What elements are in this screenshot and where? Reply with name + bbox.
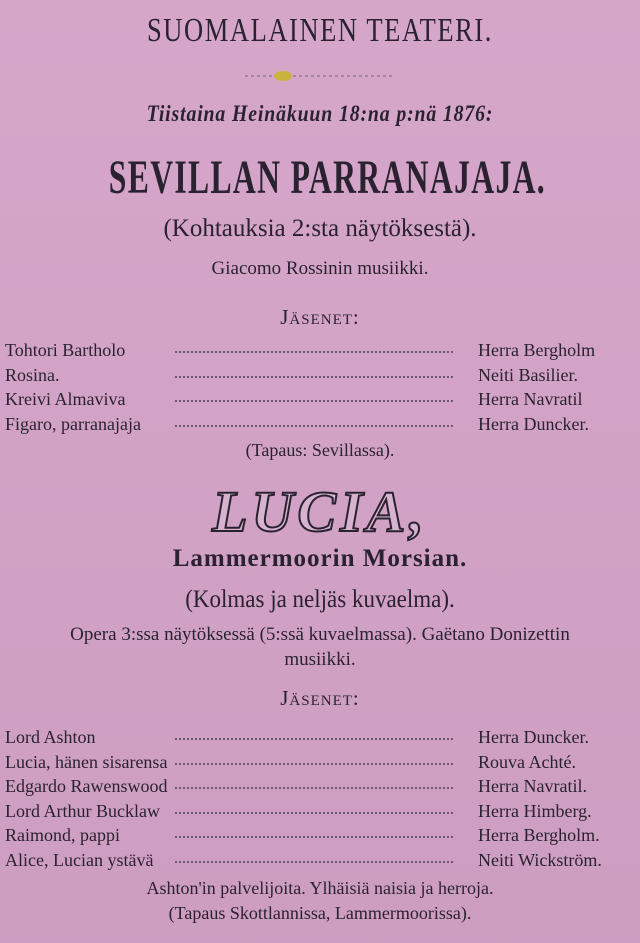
play2-description: (Kolmas ja neljäs kuvaelma). xyxy=(185,586,455,613)
cast-row xyxy=(5,412,633,437)
cast-row xyxy=(5,387,633,412)
cast-actor: Herra Navratil xyxy=(478,389,583,409)
cast-role: Lucia, hänen sisarensa xyxy=(5,751,168,772)
cast-row xyxy=(5,363,633,388)
cast-row xyxy=(5,338,633,363)
cast-row xyxy=(5,725,633,750)
play1-members-heading: Jäsenet: xyxy=(280,305,360,329)
cast-row xyxy=(5,799,633,824)
cast-actor: Herra Bergholm. xyxy=(478,825,600,845)
play1-title: SEVILLAN PARRANAJAJA. xyxy=(108,151,547,204)
cast-row xyxy=(5,823,633,848)
play1-music: Giacomo Rossinin musiikki. xyxy=(211,258,429,279)
cast-role: Raimond, pappi xyxy=(5,825,120,845)
play2-cast-list xyxy=(5,725,633,872)
cast-actor: Rouva Achté. xyxy=(478,751,576,772)
play1-subtitle: (Kohtauksia 2:sta näytöksestä). xyxy=(163,215,477,242)
cast-role: Lord Ashton xyxy=(5,727,96,747)
leader-dots xyxy=(175,347,453,353)
theatre-name: SUOMALAINEN TEATERI. xyxy=(146,12,493,49)
leader-dots xyxy=(175,808,453,814)
leader-dots xyxy=(175,734,453,740)
cast-role: Edgardo Rawenswood xyxy=(5,776,168,796)
leader-dots xyxy=(175,372,453,378)
leader-dots xyxy=(175,832,453,838)
cast-actor: Herra Navratil. xyxy=(478,776,587,796)
play1-location: (Tapaus: Sevillassa). xyxy=(245,440,395,460)
play2-title: LUCIA, xyxy=(212,479,428,544)
cast-row xyxy=(5,750,633,775)
cast-actor: Herra Duncker. xyxy=(478,727,589,747)
leader-dots xyxy=(175,759,453,765)
cast-row xyxy=(5,774,633,799)
leader-dots xyxy=(175,396,453,402)
ornament-divider xyxy=(245,70,395,82)
play1-cast-list xyxy=(5,338,633,436)
cast-actor: Herra Duncker. xyxy=(478,413,589,434)
cast-row xyxy=(5,848,633,873)
cast-role: Tohtori Bartholo xyxy=(5,340,126,360)
cast-role: Lord Arthur Bucklaw xyxy=(5,800,160,821)
cast-actor: Neiti Wickström. xyxy=(478,849,602,870)
leader-dots xyxy=(175,783,453,789)
performance-date: Tiistaina Heinäkuun 18:na p:nä 1876: xyxy=(146,101,494,126)
cast-actor: Herra Bergholm xyxy=(478,340,596,360)
cast-role: Alice, Lucian ystävä xyxy=(5,849,154,870)
cast-role: Figaro, parranajaja xyxy=(5,413,141,434)
play2-subtitle: Lammermoorin Morsian. xyxy=(172,545,468,572)
play2-opera-info: Opera 3:ssa näytöksessä (5:ssä kuvaelmassa). Gaëtano Donizettin musiikki. xyxy=(70,624,570,670)
play2-servants: Ashton'in palvelijoita. Ylhäisiä naisia ja herroja. xyxy=(146,878,494,898)
cast-actor: Neiti Basilier. xyxy=(478,364,578,385)
cast-role: Kreivi Almaviva xyxy=(5,389,126,409)
leader-dots xyxy=(175,421,453,427)
cast-role: Rosina. xyxy=(5,364,60,385)
play2-location: (Tapaus Skottlannissa, Lammermoorissa). xyxy=(168,903,472,923)
leader-dots xyxy=(175,857,453,863)
cast-actor: Herra Himberg. xyxy=(478,800,592,821)
play2-members-heading: Jäsenet: xyxy=(280,686,360,710)
